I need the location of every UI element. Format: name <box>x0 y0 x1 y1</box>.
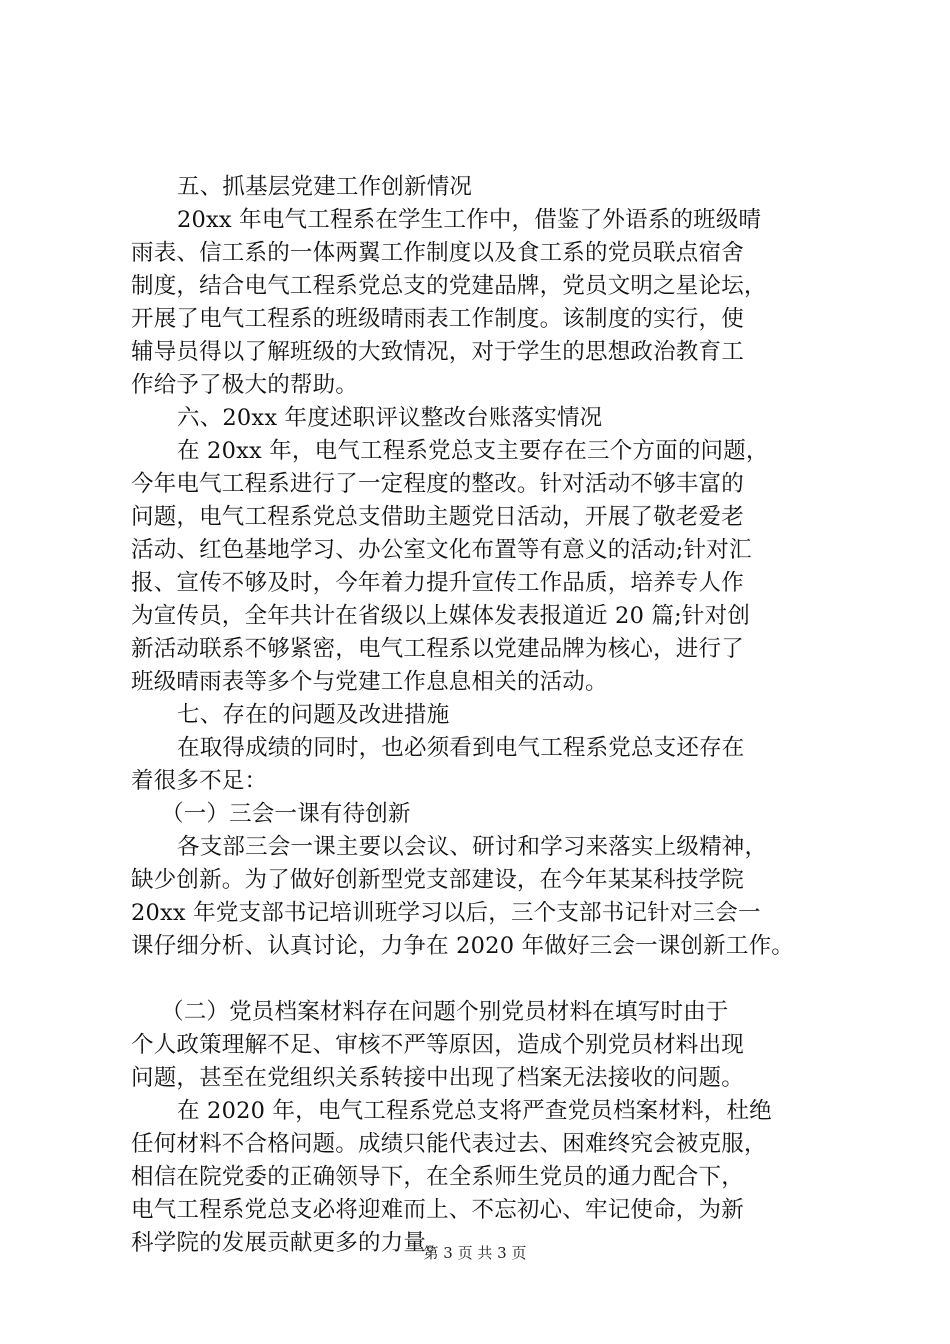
paragraph-line: 在 20xx 年，电气工程系党总支主要存在三个方面的问题， <box>177 438 769 464</box>
paragraph-line: 今年电气工程系进行了一定程度的整改。针对活动不够丰富的 <box>131 471 744 497</box>
paragraph-line: 班级晴雨表等多个与党建工作息息相关的活动。 <box>131 669 608 695</box>
paragraph-line: 报、宣传不够及时，今年着力提升宣传工作品质，培养专人作 <box>131 570 744 596</box>
page-number-footer: 第 3 页 共 3 页 <box>423 1244 527 1262</box>
section-heading-6: 六、20xx 年度述职评议整改台账落实情况 <box>177 405 603 431</box>
paragraph-line: 课仔细分析、认真讨论，力争在 2020 年做好三会一课创新工作。 <box>131 933 794 959</box>
paragraph-line: 问题，甚至在党组织关系转接中出现了档案无法接收的问题。 <box>131 1065 744 1091</box>
subsection-heading-2: （二）党员档案材料存在问题个别党员材料在填写时由于 <box>161 999 729 1025</box>
section-heading-5: 五、抓基层党建工作创新情况 <box>177 174 473 200</box>
document-body <box>131 171 853 1260</box>
paragraph-line: 电气工程系党总支必将迎难而上、不忘初心、牢记使命，为新 <box>131 1197 744 1223</box>
blank-line <box>131 963 853 996</box>
subsection-heading-1: （一）三会一课有待创新 <box>161 801 411 827</box>
paragraph-line: 任何材料不合格问题。成绩只能代表过去、困难终究会被克服， <box>131 1131 767 1157</box>
paragraph-line: 开展了电气工程系的班级晴雨表工作制度。该制度的实行，使 <box>131 306 744 332</box>
paragraph-line: 20xx 年党支部书记培训班学习以后，三个支部书记针对三会一 <box>131 900 761 926</box>
paragraph-line: 各支部三会一课主要以会议、研讨和学习来落实上级精神， <box>177 834 768 860</box>
paragraph-line: 在取得成绩的同时，也必须看到电气工程系党总支还存在 <box>177 735 745 761</box>
paragraph-line: 问题，电气工程系党总支借助主题党日活动，开展了敬老爱老 <box>131 504 744 530</box>
paragraph-line: 20xx 年电气工程系在学生工作中，借鉴了外语系的班级晴 <box>177 207 762 233</box>
paragraph-line: 缺少创新。为了做好创新型党支部建设，在今年某某科技学院 <box>131 867 744 893</box>
paragraph-line: 相信在院党委的正确领导下，在全系师生党员的通力配合下， <box>131 1164 744 1190</box>
paragraph-line: 活动、红色基地学习、办公室文化布置等有意义的活动;针对汇 <box>131 537 752 563</box>
paragraph-line: 着很多不足： <box>131 768 268 794</box>
paragraph-line: 个人政策理解不足、审核不严等原因，造成个别党员材料出现 <box>131 1032 744 1058</box>
paragraph-line: 在 2020 年，电气工程系党总支将严查党员档案材料，杜绝 <box>177 1098 772 1124</box>
paragraph-line: 为宣传员，全年共计在省级以上媒体发表报道近 20 篇;针对创 <box>131 603 751 629</box>
paragraph-line: 新活动联系不够紧密，电气工程系以党建品牌为核心，进行了 <box>131 636 744 662</box>
section-heading-7: 七、存在的问题及改进措施 <box>177 702 450 728</box>
paragraph-line: 作给予了极大的帮助。 <box>131 372 359 398</box>
paragraph-line: 科学院的发展贡献更多的力量。 <box>131 1230 449 1256</box>
paragraph-line: 辅导员得以了解班级的大致情况，对于学生的思想政治教育工 <box>131 339 744 365</box>
paragraph-line: 制度，结合电气工程系党总支的党建品牌，党员文明之星论坛， <box>131 273 767 299</box>
paragraph-line: 雨表、信工系的一体两翼工作制度以及食工系的党员联点宿舍 <box>131 240 744 266</box>
